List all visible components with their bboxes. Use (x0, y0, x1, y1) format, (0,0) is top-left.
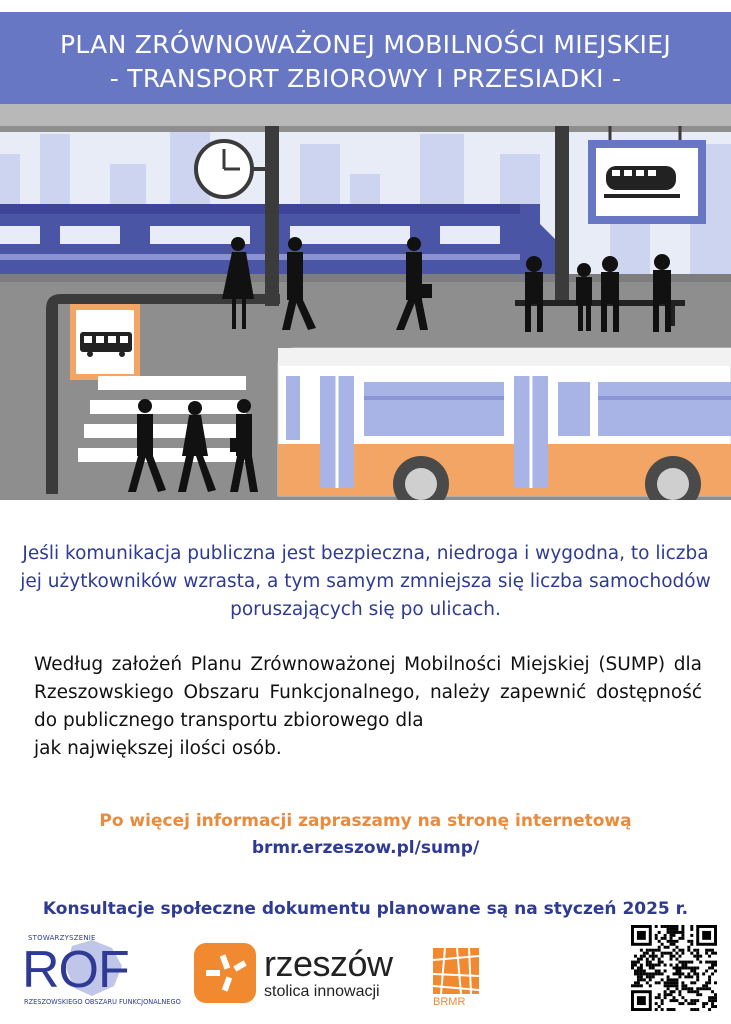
rzeszow-logo (194, 941, 404, 1005)
brmr-text: BRMR (433, 996, 466, 1008)
body-paragraph (34, 651, 702, 763)
body-text: Według założeń Planu Zrównoważonej Mobilności Miejskiej (SUMP) dla Rzeszowskiego Obszaru Funkcjonalnego, należy zapewnić dostępność do publicznego transportu zbiorowego dla (34, 654, 702, 731)
title-line-2: - TRANSPORT ZBIOROWY I PRZESIADKI - (109, 64, 622, 93)
train-icon (0, 204, 560, 274)
rof-top-text: STOWARZYSZENIE (28, 934, 96, 942)
header-banner (0, 12, 731, 104)
bus-stop-sign-icon (70, 304, 140, 380)
website-link[interactable]: brmr.erzeszow.pl/sump/ (251, 838, 480, 858)
transport-illustration (0, 104, 731, 500)
bus-icon (278, 348, 731, 500)
rof-bottom-text: RZESZOWSKIEGO OBSZARU FUNKCJONALNEGO (24, 998, 181, 1006)
rzeszow-logo-mark (194, 943, 256, 1003)
brmr-map-icon (431, 946, 481, 996)
rzeszow-tagline: stolica innowacji (264, 983, 380, 1000)
lead-paragraph: Jeśli komunikacja publiczna jest bezpieczna, niedroga i wygodna, to liczba jej użytkowników wzrasta, a tym samym zmniejsza się liczba samochodów poruszających się po ulicach. (20, 543, 711, 620)
rof-main-text: ROF (22, 941, 129, 999)
title-line-1: PLAN ZRÓWNOWAŻONEJ MOBILNOŚCI MIEJSKIEJ (59, 30, 672, 59)
rof-logo (22, 930, 181, 1012)
body-last-line: jak największej ilości osób. (34, 738, 282, 759)
qr-code-icon[interactable] (631, 925, 717, 1011)
consultation-note: Konsultacje społeczne dokumentu planowane są na styczeń 2025 r. (42, 899, 689, 919)
brmr-logo (431, 946, 483, 1008)
more-info-text: Po więcej informacji zapraszamy na stronę internetową (99, 811, 632, 831)
rzeszow-name: rzeszów (264, 943, 393, 984)
rzeszow-star-icon (194, 943, 256, 1003)
train-sign-icon (588, 126, 706, 224)
